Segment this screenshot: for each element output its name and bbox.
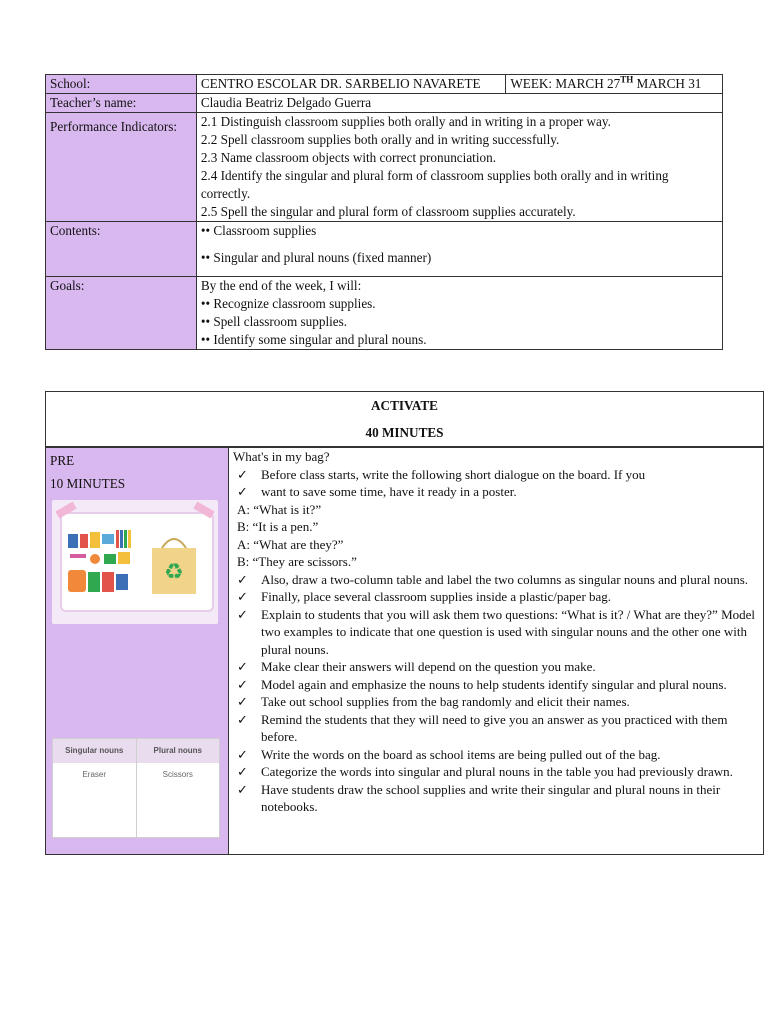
recycle-icon: ♻ <box>164 560 184 585</box>
col-plural: Plural nouns <box>153 746 202 755</box>
checklist-item <box>233 711 759 746</box>
checklist-item <box>233 466 759 484</box>
checklist-item <box>233 658 759 676</box>
week-suffix: MARCH 31 <box>633 76 702 91</box>
line-text: Categorize the words into singular and plural nouns in the table you had previously drawn. <box>260 764 733 779</box>
line-text: Have students draw the school supplies and write their singular and plural nouns in their notebooks. <box>260 781 721 814</box>
indicator: 2.1 Distinguish classroom supplies both orally and in writing in a proper way. <box>200 114 611 129</box>
checkmark-icon: ✓ <box>236 746 248 762</box>
checklist-item <box>233 693 759 711</box>
content-item: •• Singular and plural nouns (fixed manner) <box>200 250 432 265</box>
week-sup: TH <box>620 74 634 85</box>
checkmark-icon: ✓ <box>236 694 248 709</box>
checklist-item <box>233 588 759 606</box>
line-text: want to save some time, have it ready in a poster. <box>260 484 517 499</box>
checkmark-icon: ✓ <box>236 764 248 779</box>
checkmark-icon: ✓ <box>236 571 248 587</box>
pre-label-cell <box>46 448 229 855</box>
checklist-item <box>233 763 759 781</box>
checkmark-icon: ✓ <box>236 676 248 692</box>
checkmark-icon: ✓ <box>236 606 248 622</box>
line-text: Make clear their answers will depend on the question you make. <box>260 659 596 674</box>
line-text: Write the words on the board as school items are being pulled out of the bag. <box>260 746 661 762</box>
week-prefix: WEEK: MARCH 27 <box>510 76 621 91</box>
checklist-item <box>233 483 759 501</box>
checklist-item <box>233 571 759 589</box>
dialogue-line <box>233 553 759 571</box>
indicator: 2.2 Spell classroom supplies both orally and in writing successfully. <box>200 132 560 147</box>
plural-value: Scissors <box>162 770 193 779</box>
indicators-cell <box>196 113 722 222</box>
checkmark-icon: ✓ <box>236 711 248 727</box>
table-row <box>53 763 219 837</box>
contents-cell <box>196 222 722 277</box>
checkmark-icon: ✓ <box>236 484 248 499</box>
pre-content-cell <box>228 448 763 855</box>
line-text: Take out school supplies from the bag randomly and elicit their names. <box>260 694 630 709</box>
table-header <box>53 739 219 763</box>
content-item: •• Classroom supplies <box>200 223 317 238</box>
line-text: Explain to students that you will ask them two questions: “What is it? / What are they?” Model two examples to indicate that one question is used with singular nouns and the other one with plural nouns. <box>260 606 756 657</box>
col-singular: Singular nouns <box>53 739 137 763</box>
goal-item: •• Spell classroom supplies. <box>200 314 348 329</box>
singular-plural-table <box>52 738 220 838</box>
activate-cell <box>46 392 764 447</box>
activate-duration: 40 MINUTES <box>365 425 444 440</box>
activate-table <box>45 391 764 447</box>
indicator: 2.4 Identify the singular and plural form of classroom supplies both orally and in writing correctly. <box>200 168 669 201</box>
goal-item: •• Identify some singular and plural nouns. <box>200 332 427 347</box>
line-text: Remind the students that they will need to give you an answer as you practiced with them before. <box>260 711 728 744</box>
line-text: Before class starts, write the following short dialogue on the board. If you <box>260 466 646 482</box>
checklist-item <box>233 606 759 659</box>
contents-label: Contents: <box>46 222 197 277</box>
line-text: Model again and emphasize the nouns to help students identify singular and plural nouns. <box>260 676 727 692</box>
pre-duration: 10 MINUTES <box>50 476 126 491</box>
checkmark-icon: ✓ <box>236 781 248 797</box>
goals-label: Goals: <box>46 277 197 350</box>
spacer <box>50 624 224 738</box>
dialogue-line <box>233 536 759 554</box>
pre-label: PRE <box>50 453 75 468</box>
week-cell <box>506 75 723 94</box>
checklist-item <box>233 746 759 764</box>
school-label: School: <box>46 75 197 94</box>
goals-cell <box>196 277 722 350</box>
checklist-item <box>233 676 759 694</box>
line-text: B: “It is a pen.” <box>236 519 319 534</box>
goal-item: •• Recognize classroom supplies. <box>200 296 376 311</box>
checkmark-icon: ✓ <box>236 659 248 674</box>
checkmark-icon: ✓ <box>236 589 248 604</box>
pre-table <box>45 447 764 855</box>
school-value: CENTRO ESCOLAR DR. SARBELIO NAVARETE <box>196 75 506 94</box>
teacher-label: Teacher’s name: <box>46 94 197 113</box>
checkmark-icon: ✓ <box>236 466 248 482</box>
line-text: Finally, place several classroom supplies inside a plastic/paper bag. <box>260 589 612 604</box>
goals-intro: By the end of the week, I will: <box>200 278 362 293</box>
line-text: B: “They are scissors.” <box>236 554 357 569</box>
indicator: 2.5 Spell the singular and plural form of classroom supplies accurately. <box>200 204 576 219</box>
performance-label: Performance Indicators: <box>46 113 197 222</box>
classroom-supplies-illustration <box>52 500 218 624</box>
singular-value: Eraser <box>53 763 137 837</box>
dialogue-line <box>233 518 759 536</box>
dialogue-line <box>233 501 759 519</box>
pre-heading: What's in my bag? <box>232 449 330 464</box>
teacher-value: Claudia Beatriz Delgado Guerra <box>196 94 722 113</box>
line-text: Also, draw a two-column table and label the two columns as singular nouns and plural nouns. <box>260 571 749 587</box>
indicator: 2.3 Name classroom objects with correct pronunciation. <box>200 150 496 165</box>
pre-lines <box>233 466 759 816</box>
line-text: A: “What is it?” <box>236 501 322 517</box>
lesson-info-table <box>45 74 723 350</box>
activate-title: ACTIVATE <box>371 398 438 413</box>
checklist-item <box>233 781 759 816</box>
line-text: A: “What are they?” <box>236 536 344 552</box>
